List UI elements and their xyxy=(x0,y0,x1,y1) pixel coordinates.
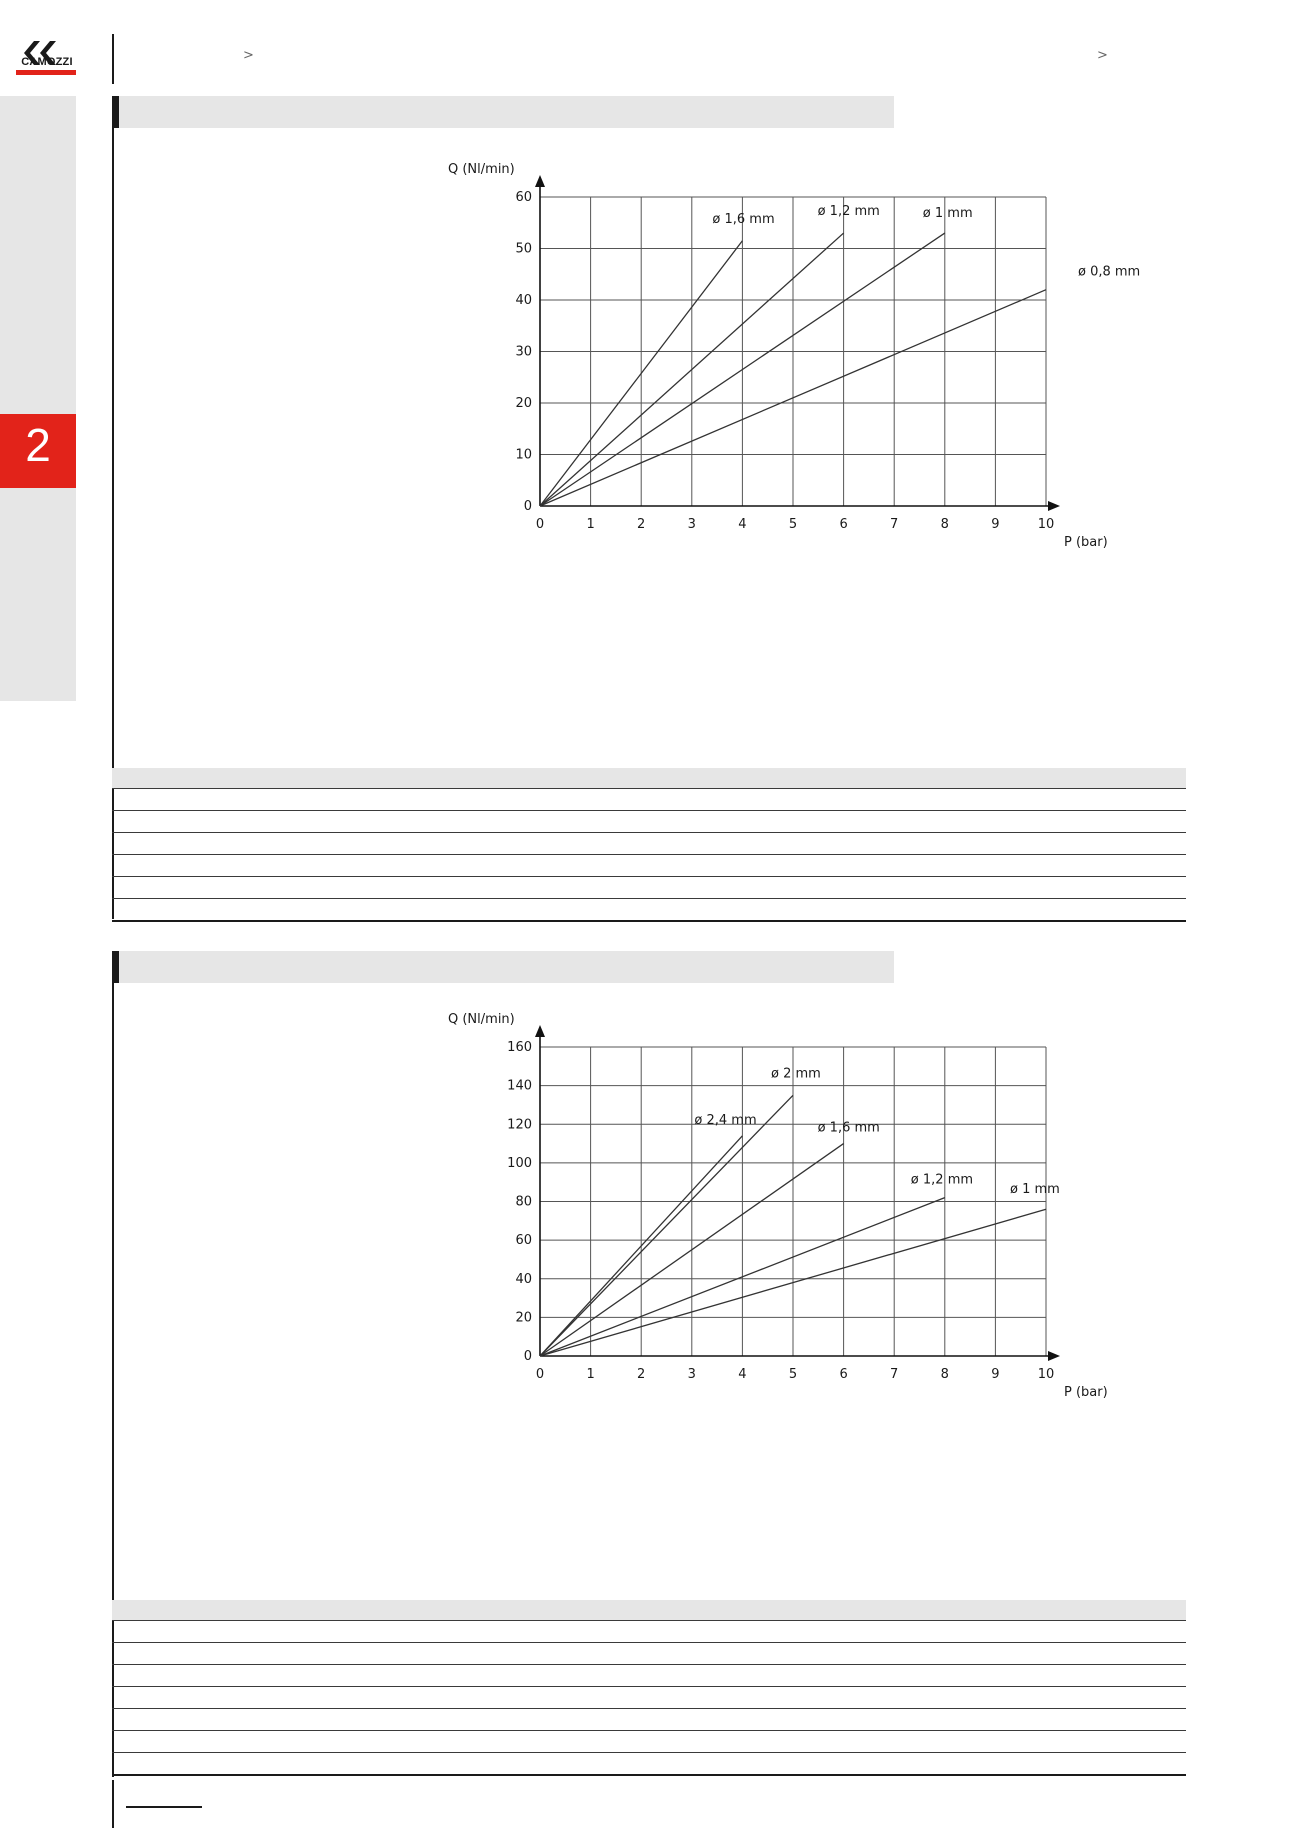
x-tick-label: 4 xyxy=(738,517,747,532)
table-row xyxy=(112,1664,1186,1686)
y-tick-label: 60 xyxy=(515,190,532,205)
x-axis-arrow xyxy=(1048,501,1060,511)
y-tick-label: 20 xyxy=(515,396,532,411)
y-tick-label: 80 xyxy=(515,1194,532,1210)
y-axis-arrow xyxy=(535,175,545,187)
series-label: ø 1,2 mm xyxy=(817,204,880,220)
table-row xyxy=(112,1620,1186,1642)
x-tick-label: 0 xyxy=(535,1367,545,1382)
breadcrumb-separator-left: > xyxy=(243,48,254,63)
x-tick-label: 9 xyxy=(991,517,1000,532)
y-tick-label: 40 xyxy=(515,1271,532,1287)
series-label: ø 1,2 mm xyxy=(910,1172,974,1188)
x-tick-label: 5 xyxy=(788,517,798,532)
y-axis-arrow xyxy=(535,1025,545,1037)
y-tick-label: 40 xyxy=(515,293,532,308)
table-row xyxy=(112,1708,1186,1730)
brand-accent-bar xyxy=(16,70,76,75)
section-title-bar-1 xyxy=(112,96,894,128)
x-tick-label: 10 xyxy=(1037,517,1055,532)
x-tick-label: 1 xyxy=(586,1367,595,1382)
x-tick-label: 6 xyxy=(839,517,848,532)
x-tick-label: 8 xyxy=(940,1367,949,1382)
flow-chart-1 xyxy=(420,160,1140,560)
table-row xyxy=(112,898,1186,922)
section-title-bar-2 xyxy=(112,951,894,983)
section-title-marker xyxy=(112,96,119,128)
y-tick-label: 20 xyxy=(515,1310,532,1326)
table-row xyxy=(112,1730,1186,1752)
data-table-1 xyxy=(112,768,1186,922)
x-tick-label: 7 xyxy=(890,1367,899,1382)
x-tick-label: 3 xyxy=(687,517,696,532)
series-label: ø 2 mm xyxy=(771,1066,821,1082)
table-row xyxy=(112,1642,1186,1664)
y-tick-label: 160 xyxy=(507,1040,532,1055)
x-tick-label: 9 xyxy=(991,1367,1000,1382)
x-tick-label: 6 xyxy=(839,1367,848,1382)
y-tick-label: 30 xyxy=(515,344,532,360)
x-axis-label: P (bar) xyxy=(1064,535,1108,550)
y-tick-label: 100 xyxy=(507,1155,532,1171)
table-row xyxy=(112,788,1186,810)
series-label: ø 1 mm xyxy=(922,206,973,222)
x-axis-label: P (bar) xyxy=(1064,1385,1108,1400)
y-tick-label: 140 xyxy=(507,1078,532,1094)
y-tick-label: 10 xyxy=(515,447,532,463)
table-header-row xyxy=(112,1600,1186,1620)
x-tick-label: 1 xyxy=(586,517,595,532)
table-row xyxy=(112,854,1186,876)
y-tick-label: 0 xyxy=(523,1349,532,1364)
x-tick-label: 2 xyxy=(637,1367,646,1382)
data-table-2 xyxy=(112,1600,1186,1776)
flow-chart-2 xyxy=(420,1010,1140,1410)
y-tick-label: 0 xyxy=(523,499,532,514)
table-row xyxy=(112,1686,1186,1708)
side-tab-panel xyxy=(0,96,76,701)
footer-line xyxy=(126,1806,202,1808)
x-tick-label: 2 xyxy=(637,517,646,532)
x-tick-label: 7 xyxy=(890,517,899,532)
brand-name: CAMOZZI xyxy=(21,56,73,68)
table-row xyxy=(112,810,1186,832)
y-tick-label: 120 xyxy=(507,1117,532,1133)
series-label: ø 1,6 mm xyxy=(817,1120,880,1136)
x-axis-arrow xyxy=(1048,1351,1060,1361)
x-tick-label: 5 xyxy=(788,1367,798,1382)
table-header-row xyxy=(112,768,1186,788)
y-axis-label: Q (Nl/min) xyxy=(448,162,515,177)
x-tick-label: 4 xyxy=(738,1367,747,1382)
table-row xyxy=(112,1752,1186,1776)
x-tick-label: 8 xyxy=(940,517,949,532)
table-row xyxy=(112,876,1186,898)
x-tick-label: 3 xyxy=(687,1367,696,1382)
series-label: ø 1,6 mm xyxy=(712,211,775,227)
table-row xyxy=(112,832,1186,854)
breadcrumb-separator-right: > xyxy=(1097,48,1108,63)
series-label: ø 1 mm xyxy=(1010,1182,1060,1198)
series-label: ø 2,4 mm xyxy=(694,1112,757,1128)
series-label: ø 0,8 mm xyxy=(1078,264,1140,280)
y-axis-label: Q (Nl/min) xyxy=(448,1012,515,1027)
x-tick-label: 0 xyxy=(535,517,545,532)
y-tick-label: 50 xyxy=(515,241,532,257)
header-divider xyxy=(112,34,114,84)
y-tick-label: 60 xyxy=(515,1233,532,1249)
side-tab-number: 2 xyxy=(25,419,51,471)
footer-divider xyxy=(112,1780,114,1828)
x-tick-label: 10 xyxy=(1037,1367,1055,1382)
